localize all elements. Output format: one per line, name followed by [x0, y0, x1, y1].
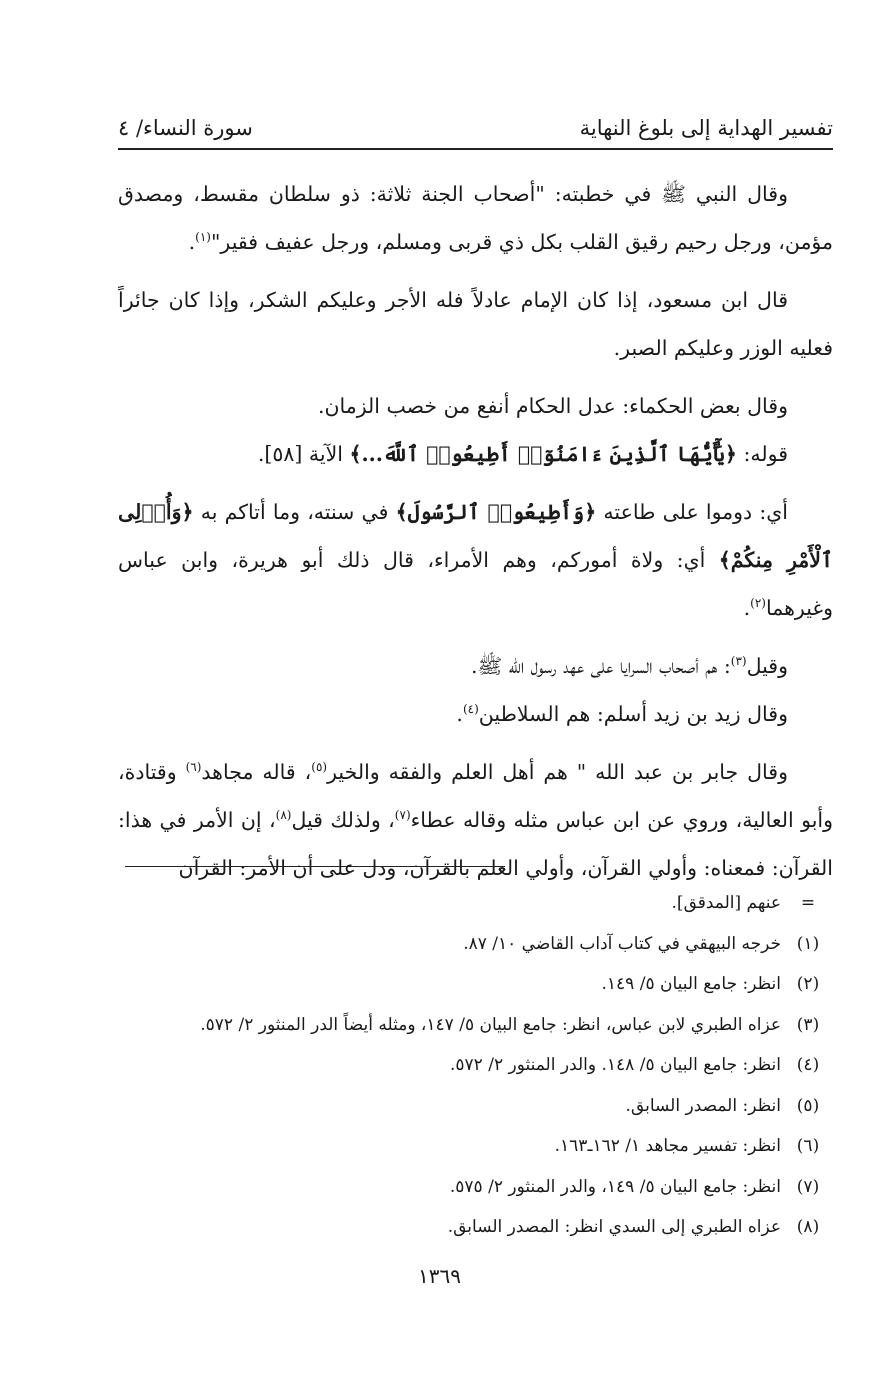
- footnote-mark: (٧): [796, 1176, 820, 1197]
- footnote-mark: =: [800, 893, 816, 913]
- footnote-item: [118, 1086, 835, 1127]
- paragraph-1: وقال النبي ﷺ في خطبته: "أصحاب الجنة ثلاثة: ذو سلطان مقسط، ومصدق مؤمن، ورجل رحيم رقيق القلب بكل ذي قربى ومسلم، ورجل عفيف فقير"$^{(١)}$.: [118, 182, 833, 254]
- footnote-text: انظر: جامع البيان ٥/ ١٤٩.: [601, 974, 781, 994]
- paragraph-6: وقيل$^{(٣)}$: هم أصحاب السرايا على عهد رسول الله ﷺ.: [470, 654, 788, 678]
- footnote-ref-6: (٦): [185, 760, 202, 775]
- paragraph-7: وقال زيد بن زيد أسلم: هم السلاطين$^{(٤)}$.: [456, 702, 788, 726]
- paragraph-5: أي: دوموا على طاعته ﴿وَأَطِيعُوا۟ ٱلرَّسُولَ﴾ في سنته، وما أتاكم به ﴿وَأُو۟لِى ٱلْأَمْرِ مِنكُمْ﴾ أي: ولاة أموركم، وهم الأمراء، قال ذلك أبو هريرة، وابن عباس وغيرهما$^{(٢)}$.: [118, 500, 833, 620]
- running-header: [118, 100, 833, 140]
- surah-label: سورة النساء/ ٤: [118, 116, 253, 140]
- footnote-ref-8: (٨): [275, 808, 292, 823]
- footnote-text: عزاه الطبري إلى السدي انظر: المصدر السابق.: [447, 1217, 781, 1237]
- page-number: ١٣٦٩: [418, 1264, 461, 1288]
- footnote-item: [118, 1126, 835, 1167]
- footnote-separator: [125, 866, 505, 867]
- paragraph-2: قال ابن مسعود، إذا كان الإمام عادلاً فله الأجر وعليكم الشكر، وإذا كان جائراً فعليه الوزر وعليكم الصبر.: [118, 288, 833, 360]
- footnote-mark: (٦): [796, 1136, 820, 1156]
- footnote-ref-5: (٥): [311, 760, 328, 775]
- footnote-item: [118, 883, 835, 924]
- footnote-text: انظر: جامع البيان ٥/ ١٤٩، والدر المنثور ٢/ ٥٧٥.: [449, 1176, 781, 1197]
- footnote-item: [118, 1207, 835, 1248]
- main-text: [118, 170, 833, 902]
- footnotes: [118, 883, 835, 1248]
- quran-quote-1: ﴿وَأَطِيعُوا۟ ٱلرَّسُولَ﴾: [395, 500, 597, 524]
- footnote-ref-3: (٣): [730, 654, 747, 669]
- paragraph-8: وقال جابر بن عبد الله " هم أهل العلم والفقه والخير$^{(٥)}$، قاله مجاهد$^{(٦)}$ وقتادة، وأبو العالية، وروي عن ابن عباس مثله وقاله عطاء$^{(٧)}$، ولذلك قيل$^{(٨)}$، إن الأمر في هذا: القرآن: فمعناه: وأولي القرآن، وأولي العلم بالقرآن، ودل على أن الأمر: القرآن: [118, 760, 834, 880]
- footnote-mark: (٢): [796, 974, 820, 994]
- book-title: تفسير الهداية إلى بلوغ النهاية: [579, 116, 833, 140]
- header-rule: [118, 148, 833, 150]
- footnote-text: انظر: تفسير مجاهد ١/ ١٦٢ـ١٦٣.: [554, 1136, 781, 1156]
- footnote-item: [118, 1167, 835, 1208]
- footnote-ref-7: (٧): [394, 808, 411, 823]
- footnote-ref-1: (١): [195, 230, 211, 245]
- footnote-item: [118, 924, 835, 965]
- quran-quote-2: ﴿وَأُو۟لِى ٱلْأَمْرِ مِنكُمْ﴾: [118, 500, 833, 572]
- footnote-item: [118, 1045, 835, 1086]
- footnote-item: [118, 1005, 835, 1046]
- footnote-text: انظر: المصدر السابق.: [625, 1095, 781, 1116]
- footnote-mark: (٤): [796, 1055, 820, 1075]
- footnote-mark: (٨): [796, 1217, 820, 1237]
- footnote-text: انظر: جامع البيان ٥/ ١٤٨. والدر المنثور ٢/ ٥٧٢.: [449, 1055, 781, 1075]
- footnote-ref-4: (٤): [462, 702, 479, 717]
- footnote-text: عزاه الطبري لابن عباس، انظر: جامع البيان ٥/ ١٤٧، ومثله أيضاً الدر المنثور ٢/ ٥٧٢.: [200, 1014, 781, 1035]
- footnote-item: [118, 964, 835, 1005]
- footnote-ref-2: (٢): [750, 596, 766, 611]
- footnote-mark: (٣): [796, 1014, 820, 1035]
- paragraph-4: قوله: ﴿يَٰٓأَيُّهَا ٱلَّذِينَ ءَامَنُوٓا۟ أَطِيعُوا۟ ٱللَّهَ...﴾ الآية [٥٨].: [257, 442, 788, 466]
- footnote-text: خرجه البيهقي في كتاب آداب القاضي ١٠/ ٨٧.: [463, 933, 781, 954]
- paragraph-3: وقال بعض الحكماء: عدل الحكام أنفع من خصب الزمان.: [317, 394, 788, 418]
- footnote-mark: (٥): [796, 1095, 820, 1116]
- footnote-mark: (١): [796, 933, 820, 954]
- footnote-text: عنهم [المدقق].: [671, 893, 781, 913]
- quran-verse: ﴿يَٰٓأَيُّهَا ٱلَّذِينَ ءَامَنُوٓا۟ أَطِيعُوا۟ ٱللَّهَ...﴾: [349, 442, 737, 466]
